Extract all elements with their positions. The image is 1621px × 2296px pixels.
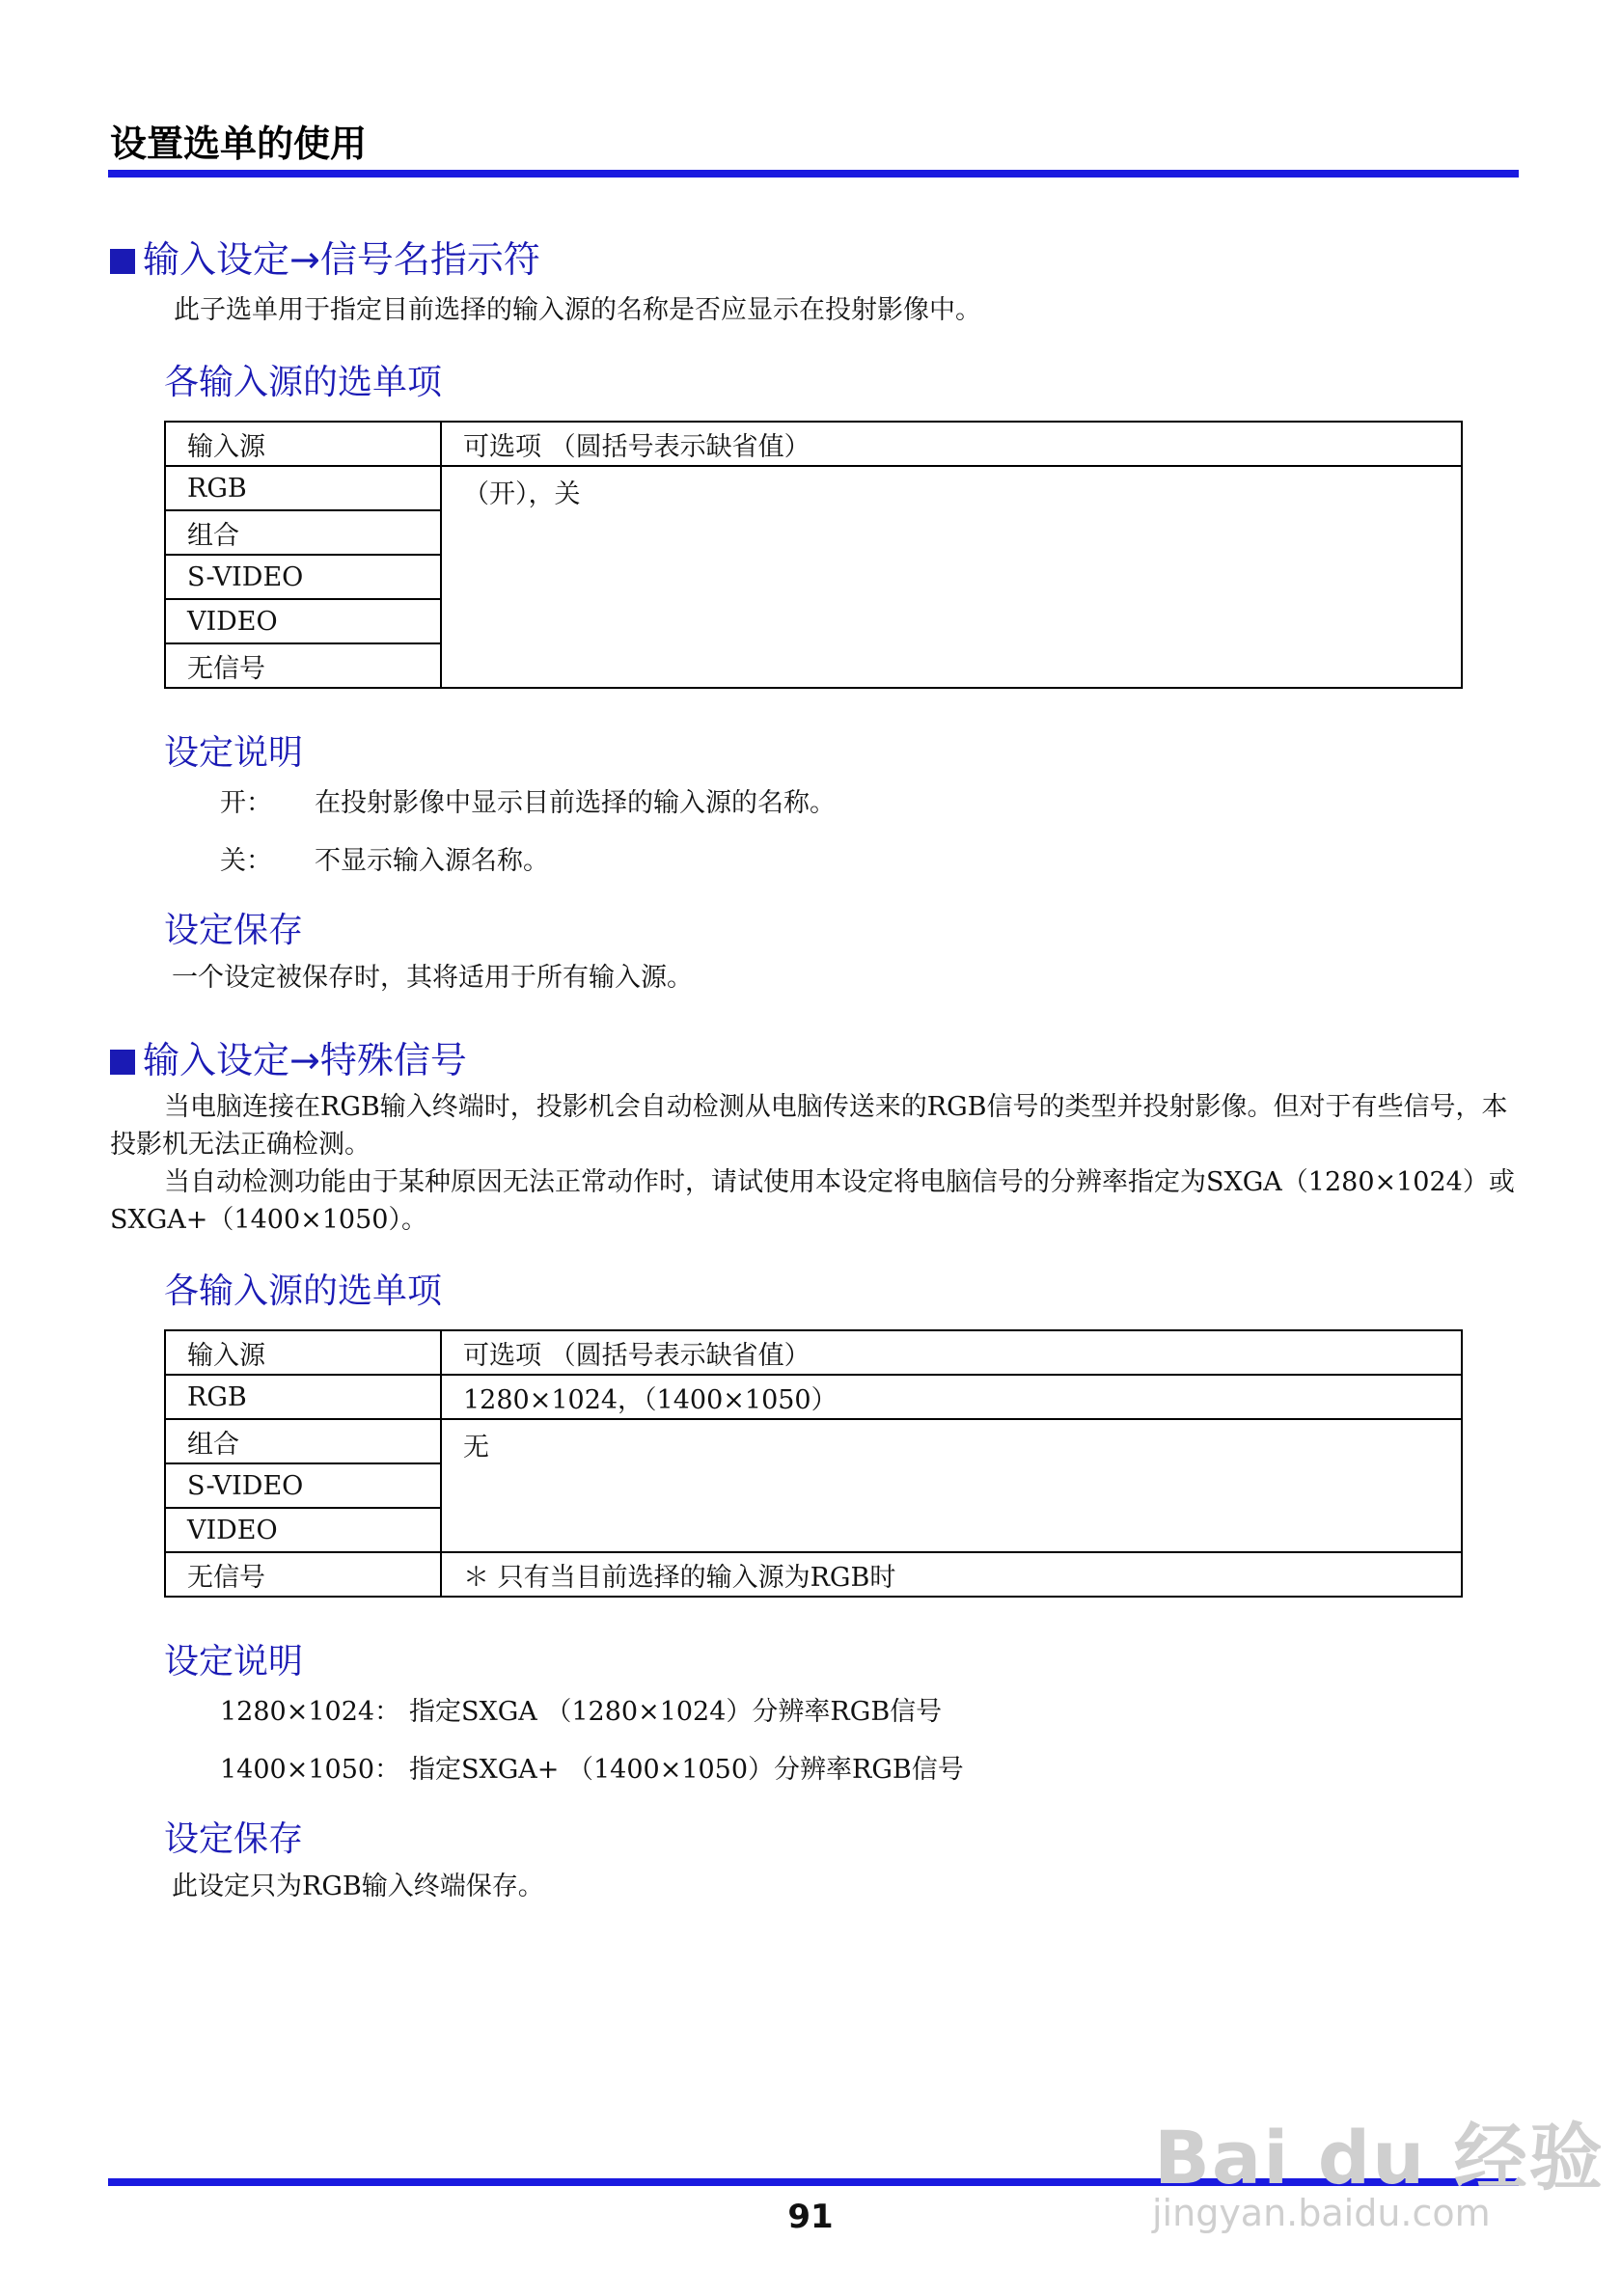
- desc-value: 不显示输入源名称。: [315, 846, 549, 876]
- section1-title: [110, 230, 540, 283]
- table-row: [165, 1419, 1462, 1463]
- section2-save-text: 此设定只为RGB输入终端保存。: [172, 1872, 544, 1901]
- table-cell-source: S-VIDEO: [165, 1463, 441, 1508]
- square-bullet-icon: [110, 249, 135, 274]
- table-cell-source: RGB: [165, 466, 441, 510]
- table-cell-source: VIDEO: [165, 599, 441, 643]
- section1-title-text: 输入设定→信号名指示符: [143, 238, 540, 281]
- section1-intro: 此子选单用于指定目前选择的输入源的名称是否应显示在投射影像中。: [174, 295, 981, 325]
- table-cell-source: S-VIDEO: [165, 555, 441, 599]
- table-cell-options: ＊ 只有当目前选择的输入源为RGB时: [441, 1552, 1462, 1597]
- desc-key: 1400×1050：: [220, 1755, 401, 1785]
- table-cell-source: 组合: [165, 510, 441, 555]
- desc-key: 关：: [220, 846, 272, 876]
- table-row: [165, 466, 1462, 510]
- table-cell-source: 无信号: [165, 1552, 441, 1597]
- section2-options-table: [164, 1329, 1463, 1598]
- table-cell-source: VIDEO: [165, 1508, 441, 1552]
- section1-options-table: [164, 421, 1463, 689]
- table-cell-source: RGB: [165, 1375, 441, 1419]
- table-cell-options: 1280×1024，（1400×1050）: [441, 1375, 1462, 1419]
- page-number: 91: [787, 2198, 834, 2236]
- section2-title-text: 输入设定→特殊信号: [143, 1039, 467, 1081]
- section1-desc-heading: 设定说明: [164, 733, 304, 773]
- table-row: [165, 1552, 1462, 1597]
- table-header-source: 输入源: [165, 1330, 441, 1375]
- desc-value: 在投射影像中显示目前选择的输入源的名称。: [315, 788, 836, 818]
- watermark-url: jingyan.baidu.com: [1152, 2192, 1491, 2234]
- desc-value: 指定SXGA+ （1400×1050）分辨率RGB信号: [409, 1755, 964, 1785]
- table-header-options: 可选项 （圆括号表示缺省值）: [441, 422, 1462, 466]
- table-cell-options: （开），关: [441, 466, 1462, 688]
- section1-menu-heading: 各输入源的选单项: [164, 363, 443, 402]
- table-cell-source: 无信号: [165, 643, 441, 688]
- table-row: [165, 1330, 1462, 1375]
- table-row: [165, 1375, 1462, 1419]
- desc-key: 1280×1024：: [220, 1697, 401, 1727]
- watermark-logo: Bai du 经验: [1154, 2115, 1605, 2200]
- section2-title: [110, 1030, 467, 1083]
- section2-paragraph: 当电脑连接在RGB输入终端时，投影机会自动检测从电脑传送来的RGB信号的类型并投射影像。但对于有些信号，本投影机无法正确检测。: [110, 1092, 1508, 1160]
- section1-save-text: 一个设定被保存时，其将适用于所有输入源。: [172, 963, 693, 993]
- page-header-title: 设置选单的使用: [110, 123, 368, 165]
- table-cell-source: 组合: [165, 1419, 441, 1463]
- section2-paragraph: 当自动检测功能由于某种原因无法正常动作时，请试使用本设定将电脑信号的分辨率指定为SXGA（1280×1024）或SXGA+（1400×1050）。: [110, 1167, 1515, 1235]
- desc-value: 指定SXGA （1280×1024）分辨率RGB信号: [409, 1697, 943, 1727]
- table-row: [165, 422, 1462, 466]
- table-header-source: 输入源: [165, 422, 441, 466]
- square-bullet-icon: [110, 1050, 135, 1075]
- section2-save-heading: 设定保存: [164, 1819, 304, 1859]
- header-rule: [108, 170, 1519, 178]
- section2-desc-heading: 设定说明: [164, 1642, 304, 1681]
- section1-save-heading: 设定保存: [164, 911, 304, 950]
- table-cell-options: 无: [441, 1419, 1462, 1552]
- section2-menu-heading: 各输入源的选单项: [164, 1271, 443, 1311]
- table-header-options: 可选项 （圆括号表示缺省值）: [441, 1330, 1462, 1375]
- desc-key: 开：: [220, 788, 272, 818]
